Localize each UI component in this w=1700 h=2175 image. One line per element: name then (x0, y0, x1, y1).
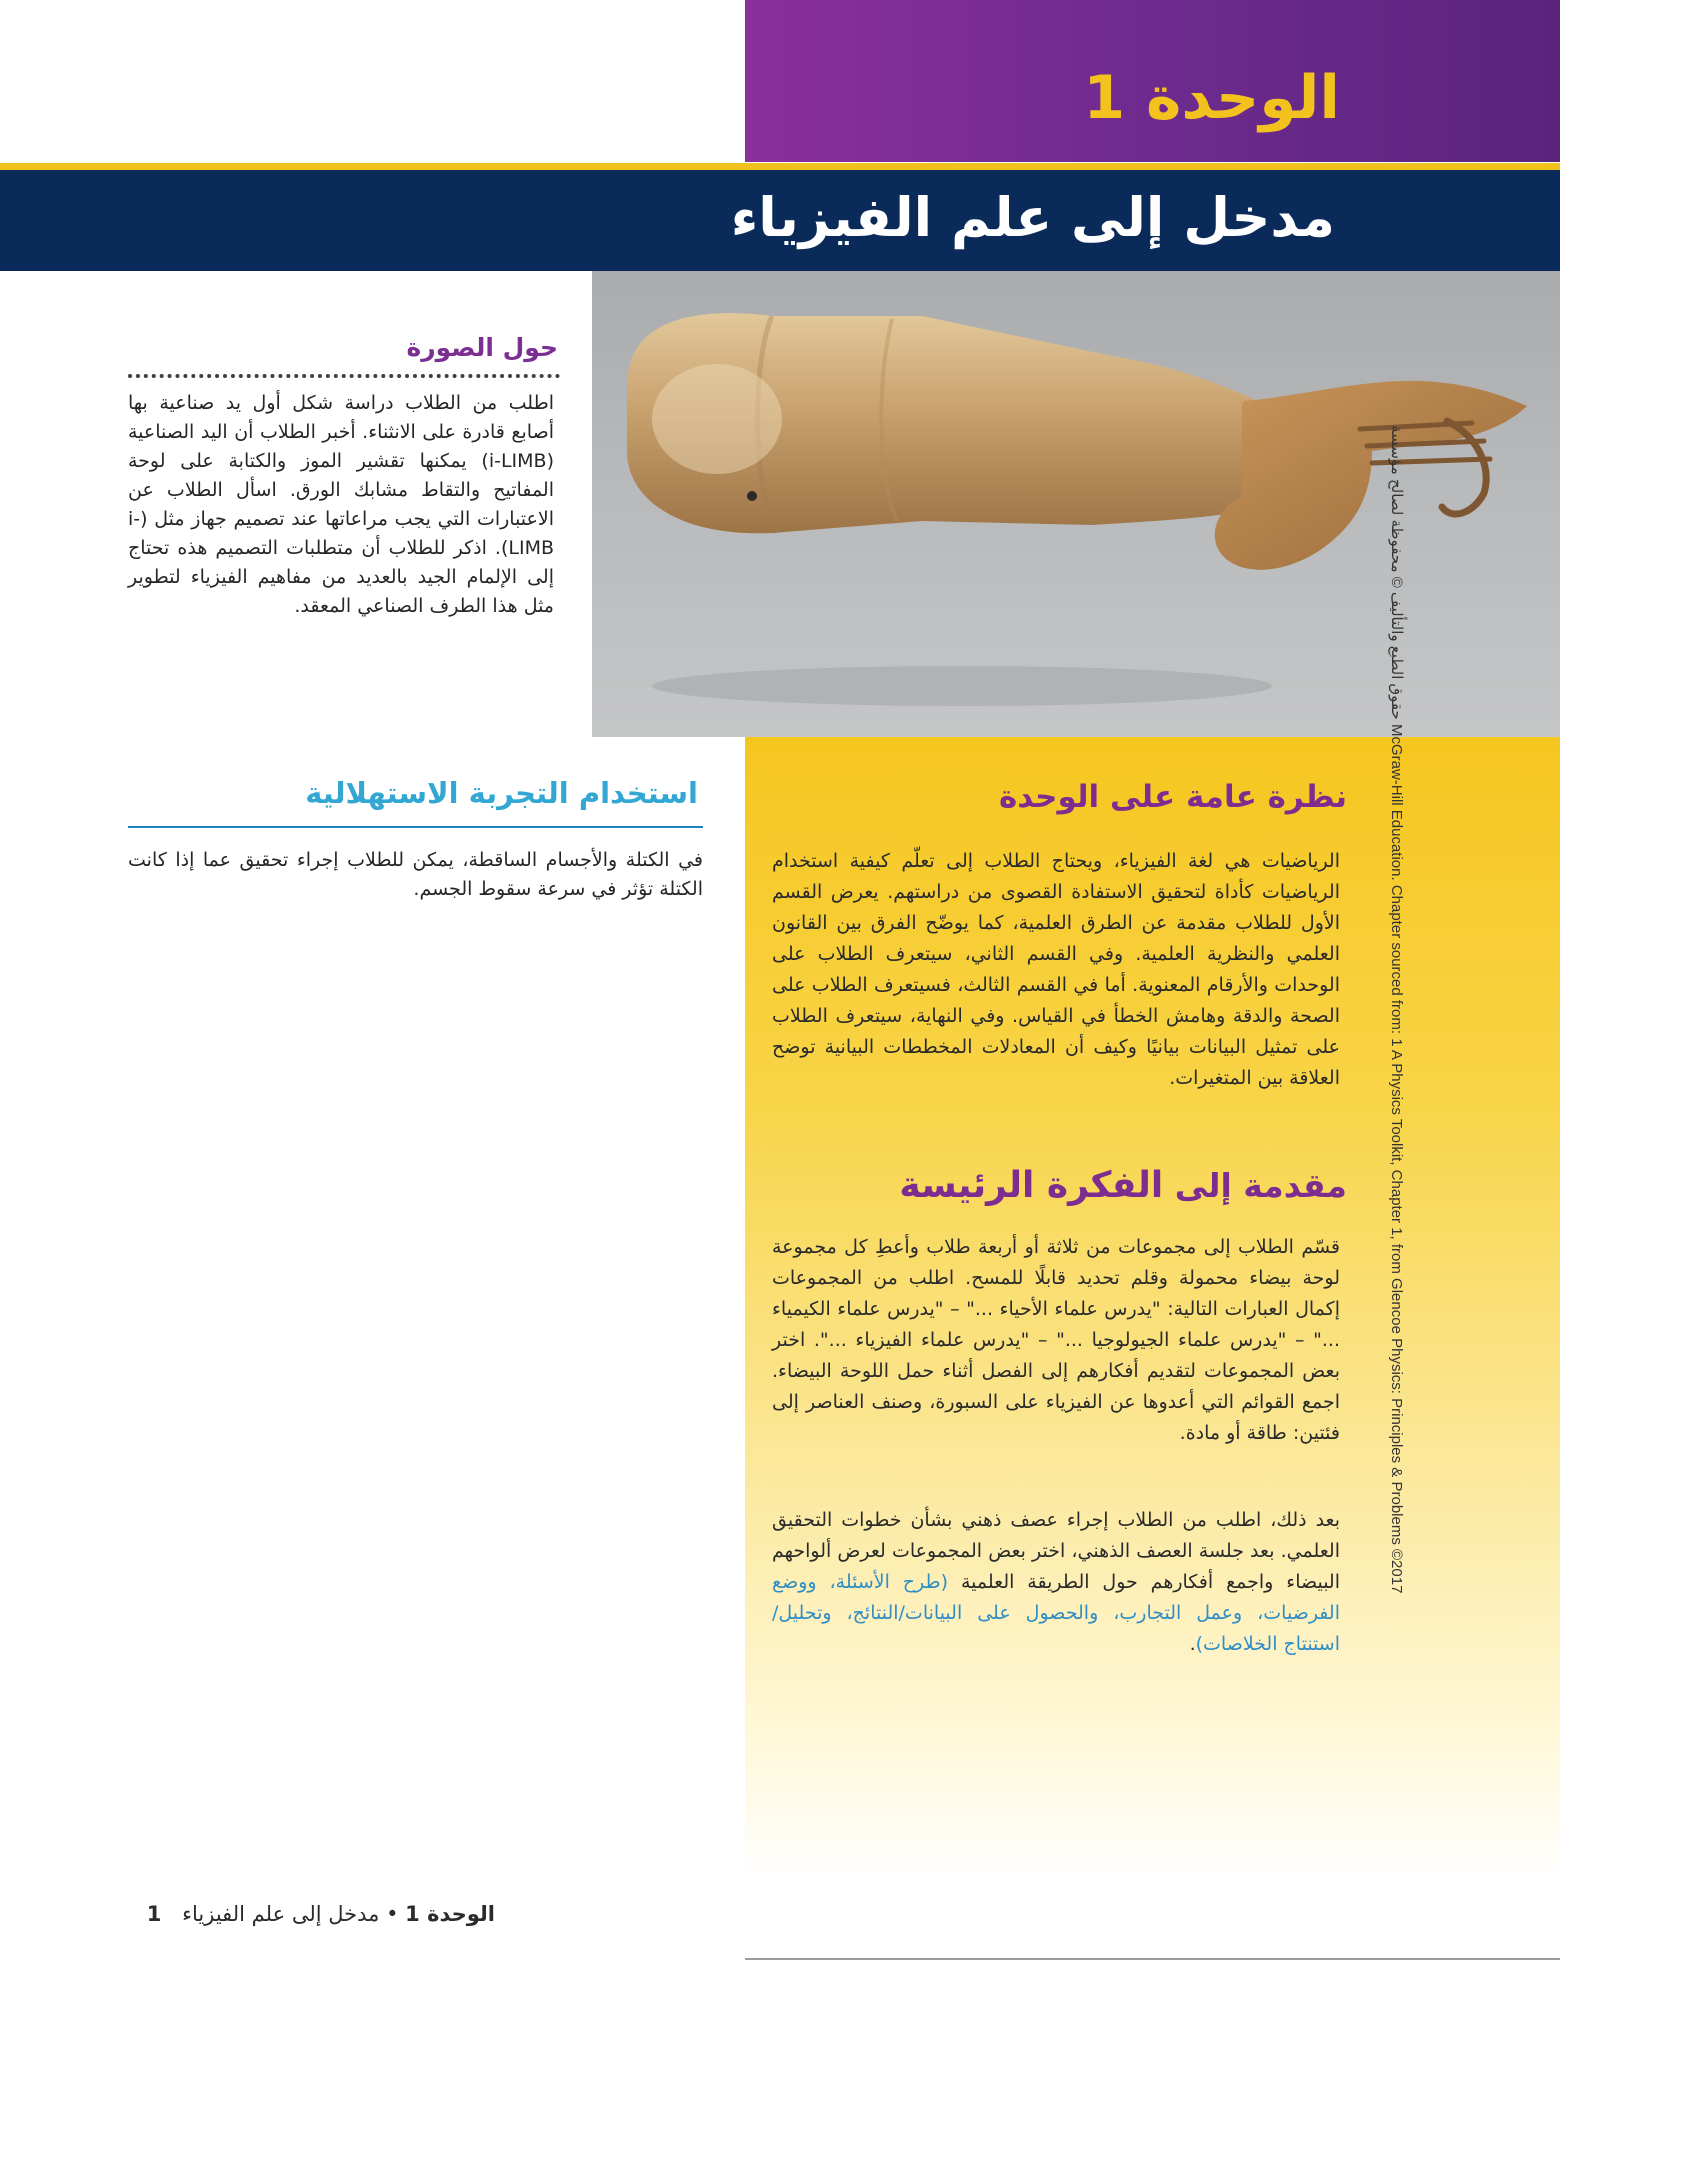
sidebar-divider (128, 374, 560, 378)
sidebar-body: اطلب من الطلاب دراسة شكل أول يد صناعية بها أصابع قادرة على الانثناء. أخبر الطلاب أن اليد الصناعية (i-LIMB) يمكنها تقشير الموز والكتابة على لوحة المفاتيح والتقاط مشابك الورق. اسأل الطلاب عن الاعتبارات التي يجب مراعاتها عند تصميم جهاز مثل (i-LIMB). اذكر للطلاب أن متطلبات التصميم هذه تحتاج إلى الإلمام الجيد بالعديد من مفاهيم الفيزياء لتطوير مثل هذا الطرف الصناعي المعقد. (128, 392, 554, 617)
credit-strip (1390, 425, 1450, 2125)
page-number: 1 (146, 1902, 162, 1926)
big-idea-title-prefix: مقدمة إلى (1174, 1166, 1347, 1205)
copyright-credit: حقوق الطبع والتأليف © محفوظة لصالح مؤسسة McGraw-Hill Education. Chapter sourced from: 1 A Physics Toolkit, Chapter 1, from Glencoe Physics: Principles & Problems ©2017 (1388, 425, 1405, 1594)
footer-title: مدخل إلى علم الفيزياء (182, 1902, 380, 1926)
big-idea-body: قسّم الطلاب إلى مجموعات من ثلاثة أو أربعة طلاب وأعطِ كل مجموعة لوحة بيضاء محمولة وقلم تحديد قابلًا للمسح. اطلب من المجموعات إكمال العبارات التالية: "يدرس علماء الأحياء ..." – "يدرس علماء الكيمياء ..." – "يدرس علماء الجيولوجيا ..." – "يدرس علماء الفيزياء ...". اختر بعض المجموعات لتقديم أفكارهم إلى الفصل أثناء حمل اللوحة البيضاء. اجمع القوائم التي أعدوها عن الفيزياء على السبورة، وصنف العناصر إلى فئتين: طاقة أو مادة. (772, 1236, 1340, 1444)
footer-unit: الوحدة 1 (405, 1902, 495, 1926)
footer-divider (745, 1958, 1560, 1960)
title-accent-line (0, 163, 1560, 170)
unit-label: الوحدة 1 (1083, 63, 1340, 133)
brainstorm-text: بعد ذلك، اطلب من الطلاب إجراء عصف ذهني بشأن خطوات التحقيق العلمي. بعد جلسة العصف الذهني، اختر بعض المجموعات لعرض ألواحهم البيضاء واجمع أفكارهم حول الطريقة العلمية (772, 1509, 1340, 1593)
overview-body: الرياضيات هي لغة الفيزياء، ويحتاج الطلاب إلى تعلّم كيفية استخدام الرياضيات كأداة لتحقيق الاستفادة القصوى من دراستهم. يعرض القسم الأول للطلاب مقدمة عن الطرق العلمية، كما يوضّح الفرق بين القانون العلمي والنظرية العلمية. وفي القسم الثاني، سيتعرف الطلاب على الوحدات والأرقام المعنوية. أما في القسم الثالث، فسيتعرف الطلاب على الصحة والدقة وهامش الخطأ في القياس. وفي النهاية، سيتعرف الطلاب على تمثيل البيانات بيانيًا وكيف أن المعادلات المخططات البيانية توضح العلاقة بين المتغيرات. (772, 850, 1340, 1089)
big-idea-title (772, 1165, 1347, 1206)
big-idea-brainstorm-body (772, 1505, 1340, 1660)
exploratory-lab-divider (128, 826, 703, 828)
sidebar-title: حول الصورة (406, 333, 558, 362)
page-title: مدخل إلى علم الفيزياء (730, 186, 1335, 249)
big-idea-title-emphasis: الفكرة الرئيسة (899, 1165, 1164, 1206)
exploratory-lab-body: في الكتلة والأجسام الساقطة، يمكن للطلاب إجراء تحقيق عما إذا كانت الكتلة تؤثر في سرعة سقوط الجسم. (128, 849, 703, 900)
page-footer (130, 1902, 495, 1926)
brainstorm-end: . (1189, 1633, 1196, 1655)
footer-separator: • (379, 1902, 406, 1926)
exploratory-lab-title: استخدام التجربة الاستهلالية (305, 776, 698, 810)
overview-title: نظرة عامة على الوحدة (998, 779, 1347, 815)
scientific-method-list: (طرح الأسئلة، ووضع الفرضيات، وعمل التجارب، والحصول على البيانات/النتائج، وتحليل/استنتاج الخلاصات) (772, 1571, 1340, 1655)
